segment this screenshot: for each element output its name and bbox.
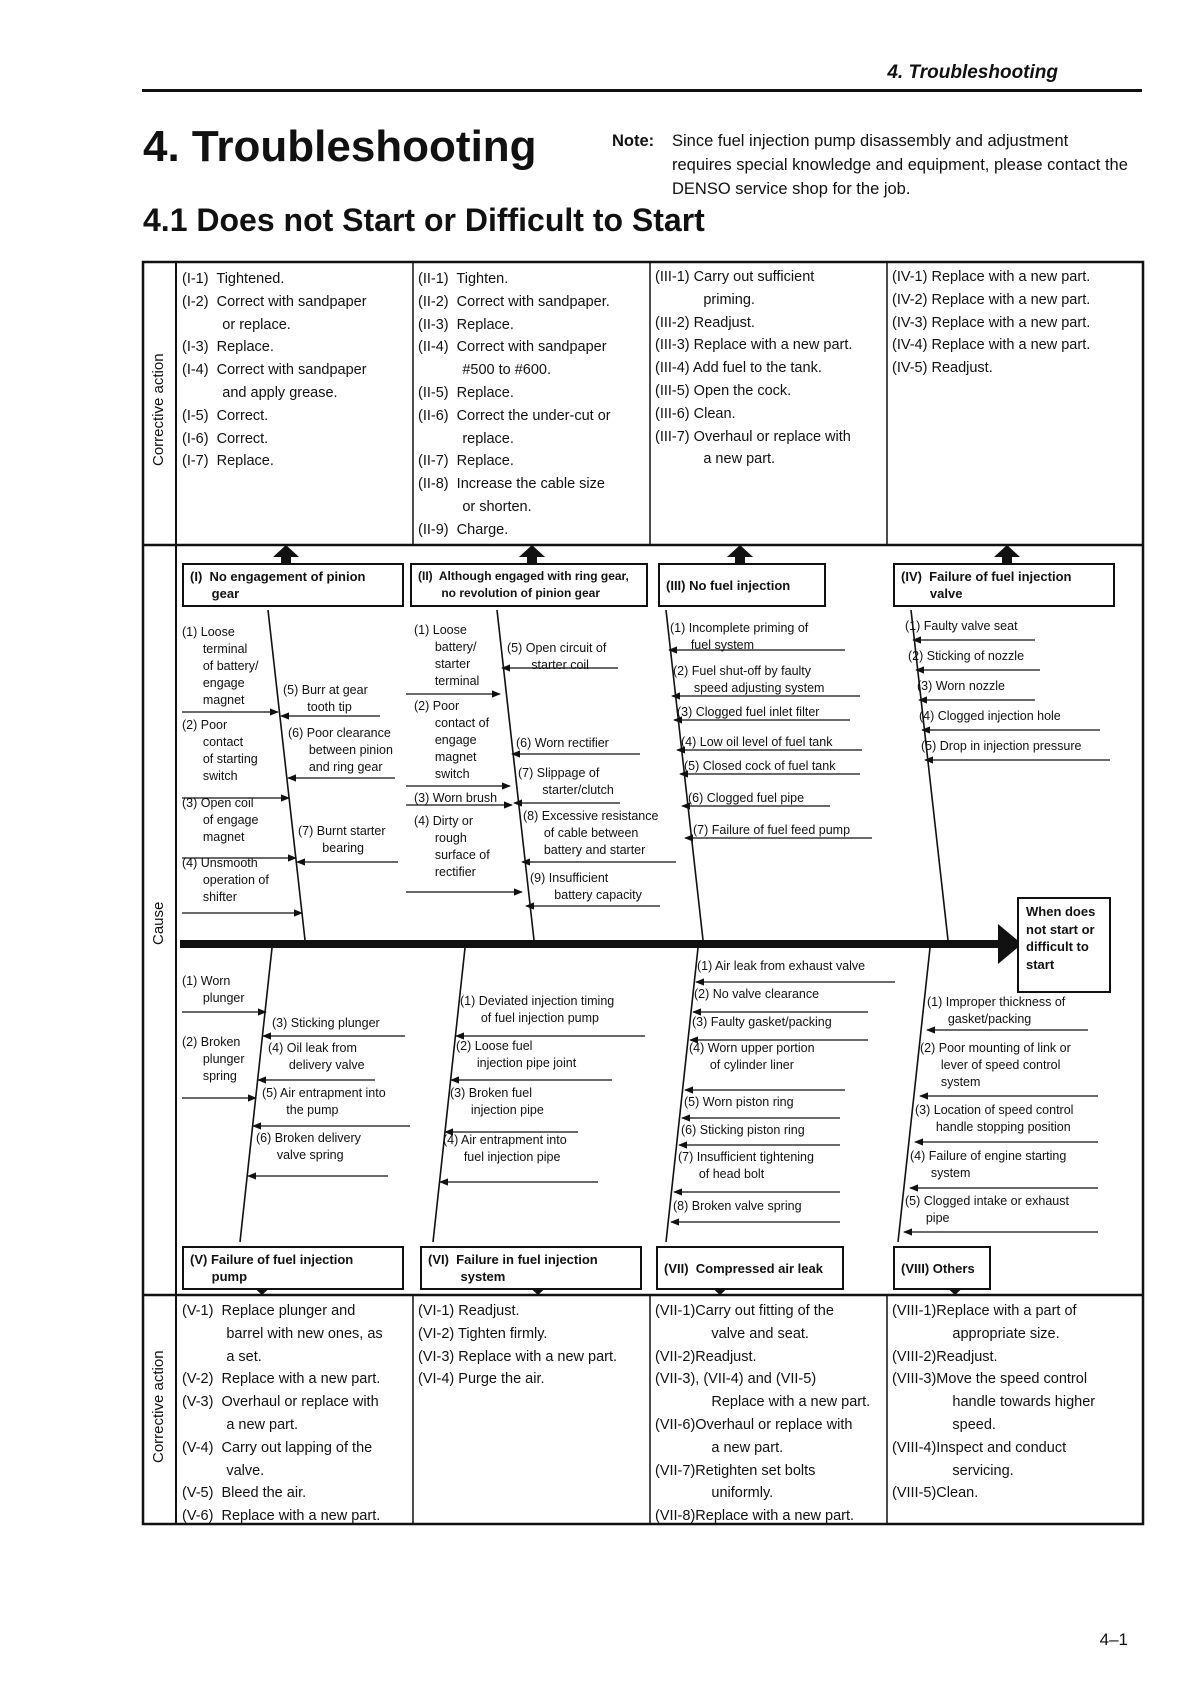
- action-item: (I-7) Replace.: [182, 453, 274, 470]
- action-item: (VIII-3)Move the speed control: [892, 1371, 1088, 1388]
- cause-VII-3: (3) Faulty gasket/packing: [692, 1015, 832, 1029]
- action-item: a set.: [182, 1348, 262, 1365]
- cause-VII-1: (1) Air leak from exhaust valve: [697, 959, 866, 973]
- action-item: a new part.: [182, 1416, 299, 1433]
- action-item: (IV-1) Replace with a new part.: [892, 269, 1091, 285]
- action-item: (II-4) Correct with sandpaper: [418, 339, 607, 356]
- action-item: (VII-8)Replace with a new part.: [655, 1508, 855, 1525]
- cause-II-6: (6) Worn rectifier: [516, 736, 609, 750]
- action-item: (VII-7)Retighten set bolts: [655, 1462, 816, 1479]
- bottom-action-cell-VI: [418, 1302, 648, 1393]
- action-item: (V-3) Overhaul or replace with: [182, 1394, 379, 1411]
- cause-VI-2: (2) Loose fuel injection pipe joint: [456, 1039, 577, 1070]
- action-item: (III-3) Replace with a new part.: [655, 337, 853, 354]
- category-box-I: (I) No engagement of pinion gear: [182, 563, 404, 607]
- action-item: (VII-3), (VII-4) and (VII-5): [655, 1371, 817, 1388]
- cause-III-1: (1) Incomplete priming of fuel system: [670, 621, 809, 652]
- action-item: (VI-1) Readjust.: [418, 1303, 520, 1319]
- action-item: (I-2) Correct with sandpaper: [182, 293, 367, 310]
- bottom-action-cell-V: [182, 1302, 410, 1530]
- action-item: handle towards higher: [892, 1394, 1096, 1411]
- cause-IV-1: (1) Faulty valve seat: [905, 619, 1018, 633]
- action-item: uniformly.: [655, 1485, 774, 1502]
- cause-VIII-1: (1) Improper thickness of gasket/packing: [927, 995, 1066, 1026]
- cause-III-2: (2) Fuel shut-off by faulty speed adjusting system: [673, 664, 825, 695]
- top-action-cell-IV: [892, 268, 1142, 382]
- action-item: valve.: [182, 1462, 265, 1479]
- page-number: 4–1: [1099, 1630, 1128, 1649]
- cause-VIII-2: (2) Poor mounting of link or lever of speed control system: [920, 1041, 1071, 1089]
- action-item: speed.: [892, 1416, 996, 1433]
- category-box-V: (V) Failure of fuel injection pump: [182, 1246, 404, 1290]
- cause-VIII-5: (5) Clogged intake or exhaust pipe: [905, 1194, 1069, 1225]
- action-item: (IV-2) Replace with a new part.: [892, 291, 1091, 308]
- cause-VII-5: (5) Worn piston ring: [684, 1095, 794, 1109]
- cause-VII-8: (8) Broken valve spring: [673, 1199, 802, 1213]
- action-item: (VIII-1)Replace with a part of: [892, 1303, 1077, 1319]
- action-item: (I-1) Tightened.: [182, 271, 285, 287]
- cause-V-1: (1) Worn plunger: [182, 974, 245, 1005]
- action-item: (V-5) Bleed the air.: [182, 1485, 307, 1502]
- action-item: appropriate size.: [892, 1325, 1060, 1342]
- cause-VII-7: (7) Insufficient tightening of head bolt: [678, 1150, 814, 1181]
- cause-label: Cause: [150, 901, 167, 945]
- effect-box: When does not start or difficult to start: [1017, 897, 1111, 993]
- cause-IV-5: (5) Drop in injection pressure: [921, 739, 1082, 753]
- action-item: (VII-2)Readjust.: [655, 1348, 757, 1365]
- section-title: 4.1 Does not Start or Difficult to Start: [143, 202, 705, 238]
- action-item: a new part.: [655, 451, 776, 468]
- action-item: #500 to #600.: [418, 362, 552, 379]
- cause-I-7: (7) Burnt starter bearing: [298, 824, 386, 855]
- action-item: (II-6) Correct the under-cut or: [418, 407, 611, 424]
- action-item: (I-5) Correct.: [182, 407, 269, 424]
- action-item: (V-1) Replace plunger and: [182, 1303, 356, 1319]
- corrective-action-label-bottom: Corrective action: [150, 1350, 167, 1463]
- category-box-VII: (VII) Compressed air leak: [656, 1246, 844, 1290]
- action-item: (VII-6)Overhaul or replace with: [655, 1416, 853, 1433]
- cause-VII-6: (6) Sticking piston ring: [681, 1123, 805, 1137]
- action-item: a new part.: [655, 1439, 784, 1456]
- action-item: (III-2) Readjust.: [655, 314, 755, 331]
- action-item: (IV-4) Replace with a new part.: [892, 337, 1091, 354]
- action-item: (II-2) Correct with sandpaper.: [418, 293, 610, 310]
- category-box-III: (III) No fuel injection: [658, 563, 826, 607]
- cause-I-4: (4) Unsmooth operation of shifter: [182, 856, 269, 904]
- cause-IV-4: (4) Clogged injection hole: [919, 709, 1061, 723]
- category-box-VI: (VI) Failure in fuel injection system: [420, 1246, 642, 1290]
- cause-II-2: (2) Poor contact of engage magnet switch: [414, 699, 490, 781]
- action-item: valve and seat.: [655, 1325, 809, 1342]
- action-item: (III-1) Carry out sufficient: [655, 269, 815, 285]
- cause-VIII-4: (4) Failure of engine starting system: [910, 1149, 1067, 1180]
- cause-III-6: (6) Clogged fuel pipe: [688, 791, 805, 805]
- cause-I-2: (2) Poor contact of starting switch: [182, 718, 258, 783]
- action-item: (VIII-4)Inspect and conduct: [892, 1439, 1067, 1456]
- cause-VI-4: (4) Air entrapment into fuel injection pipe: [443, 1133, 567, 1164]
- cause-III-7: (7) Failure of fuel feed pump: [693, 823, 851, 837]
- cause-VIII-3: (3) Location of speed control handle stopping position: [915, 1103, 1074, 1134]
- category-box-VIII: (VIII) Others: [893, 1246, 991, 1290]
- action-item: or shorten.: [418, 498, 532, 515]
- cause-IV-2: (2) Sticking of nozzle: [908, 649, 1025, 663]
- action-item: (I-4) Correct with sandpaper: [182, 362, 367, 379]
- action-item: (II-5) Replace.: [418, 384, 514, 401]
- action-item: (VIII-5)Clean.: [892, 1485, 979, 1502]
- cause-I-1: (1) Loose terminal of battery/ engage magnet: [182, 625, 259, 707]
- cause-II-1: (1) Loose battery/ starter terminal: [414, 623, 480, 688]
- cause-V-2: (2) Broken plunger spring: [182, 1035, 245, 1083]
- action-item: (VI-4) Purge the air.: [418, 1371, 545, 1388]
- action-item: barrel with new ones, as: [182, 1325, 383, 1342]
- cause-II-4: (4) Dirty or rough surface of rectifier: [414, 814, 490, 879]
- cause-II-5: (5) Open circuit of starter coil: [507, 641, 607, 672]
- category-box-II: (II) Although engaged with ring gear, no revolution of pinion gear: [410, 563, 648, 607]
- page-title: 4. Troubleshooting: [143, 122, 537, 171]
- action-item: (I-6) Correct.: [182, 430, 269, 447]
- top-action-cell-II: [418, 270, 648, 544]
- action-item: (IV-3) Replace with a new part.: [892, 314, 1091, 331]
- action-item: priming.: [655, 291, 755, 308]
- action-item: or replace.: [182, 316, 291, 333]
- action-item: (VI-2) Tighten firmly.: [418, 1325, 548, 1342]
- action-item: (V-4) Carry out lapping of the: [182, 1439, 373, 1456]
- action-item: (II-9) Charge.: [418, 521, 509, 538]
- corrective-action-label-top: Corrective action: [150, 353, 167, 466]
- cause-VI-3: (3) Broken fuel injection pipe: [450, 1086, 544, 1117]
- cause-V-4: (4) Oil leak from delivery valve: [268, 1041, 365, 1072]
- action-item: servicing.: [892, 1462, 1014, 1479]
- action-item: (II-8) Increase the cable size: [418, 476, 605, 493]
- cause-I-3: (3) Open coil of engage magnet: [182, 796, 259, 844]
- action-item: (III-4) Add fuel to the tank.: [655, 360, 822, 377]
- action-item: (III-7) Overhaul or replace with: [655, 428, 851, 445]
- cause-IV-3: (3) Worn nozzle: [917, 679, 1005, 693]
- action-item: and apply grease.: [182, 384, 338, 401]
- action-item: (VIII-2)Readjust.: [892, 1348, 998, 1365]
- cause-V-5: (5) Air entrapment into the pump: [262, 1086, 386, 1117]
- cause-VI-1: (1) Deviated injection timing of fuel injection pump: [460, 994, 615, 1025]
- action-item: replace.: [418, 430, 514, 447]
- cause-V-6: (6) Broken delivery valve spring: [256, 1131, 361, 1162]
- cause-III-3: (3) Clogged fuel inlet filter: [677, 705, 820, 719]
- action-item: (V-6) Replace with a new part.: [182, 1508, 381, 1525]
- note-text: Since fuel injection pump disassembly and adjustment requires special knowledge and equipment, please contact the DENSO service shop for the job.: [672, 132, 1128, 198]
- cause-I-5: (5) Burr at gear tooth tip: [283, 683, 368, 714]
- cause-II-7: (7) Slippage of starter/clutch: [518, 766, 614, 797]
- cause-II-9: (9) Insufficient battery capacity: [530, 871, 642, 902]
- action-item: (V-2) Replace with a new part.: [182, 1371, 381, 1388]
- cause-II-3: (3) Worn brush: [414, 791, 498, 805]
- cause-VII-2: (2) No valve clearance: [694, 987, 820, 1001]
- running-header: 4. Troubleshooting: [887, 62, 1058, 83]
- cause-II-8: (8) Excessive resistance of cable between battery and starter: [523, 809, 659, 857]
- top-action-cell-III: [655, 268, 885, 473]
- action-item: (I-3) Replace.: [182, 339, 274, 356]
- note-label: Note:: [612, 132, 655, 150]
- cause-I-6: (6) Poor clearance between pinion and ring gear: [288, 726, 393, 774]
- action-item: (II-3) Replace.: [418, 316, 514, 333]
- action-item: (III-6) Clean.: [655, 405, 736, 422]
- action-item: Replace with a new part.: [655, 1394, 871, 1411]
- cause-V-3: (3) Sticking plunger: [272, 1016, 380, 1030]
- action-item: (VI-3) Replace with a new part.: [418, 1348, 618, 1365]
- action-item: (II-7) Replace.: [418, 453, 514, 470]
- cause-III-5: (5) Closed cock of fuel tank: [684, 759, 836, 773]
- cause-III-4: (4) Low oil level of fuel tank: [681, 735, 833, 749]
- category-box-IV: (IV) Failure of fuel injection valve: [893, 563, 1115, 607]
- action-item: (VII-1)Carry out fitting of the: [655, 1303, 834, 1319]
- action-item: (II-1) Tighten.: [418, 271, 509, 287]
- cause-VII-4: (4) Worn upper portion of cylinder liner: [689, 1041, 815, 1072]
- top-action-cell-I: [182, 270, 410, 475]
- bottom-action-cell-VIII: [892, 1302, 1142, 1507]
- action-item: (III-5) Open the cock.: [655, 382, 792, 399]
- bottom-action-cell-VII: [655, 1302, 887, 1530]
- action-item: (IV-5) Readjust.: [892, 360, 993, 377]
